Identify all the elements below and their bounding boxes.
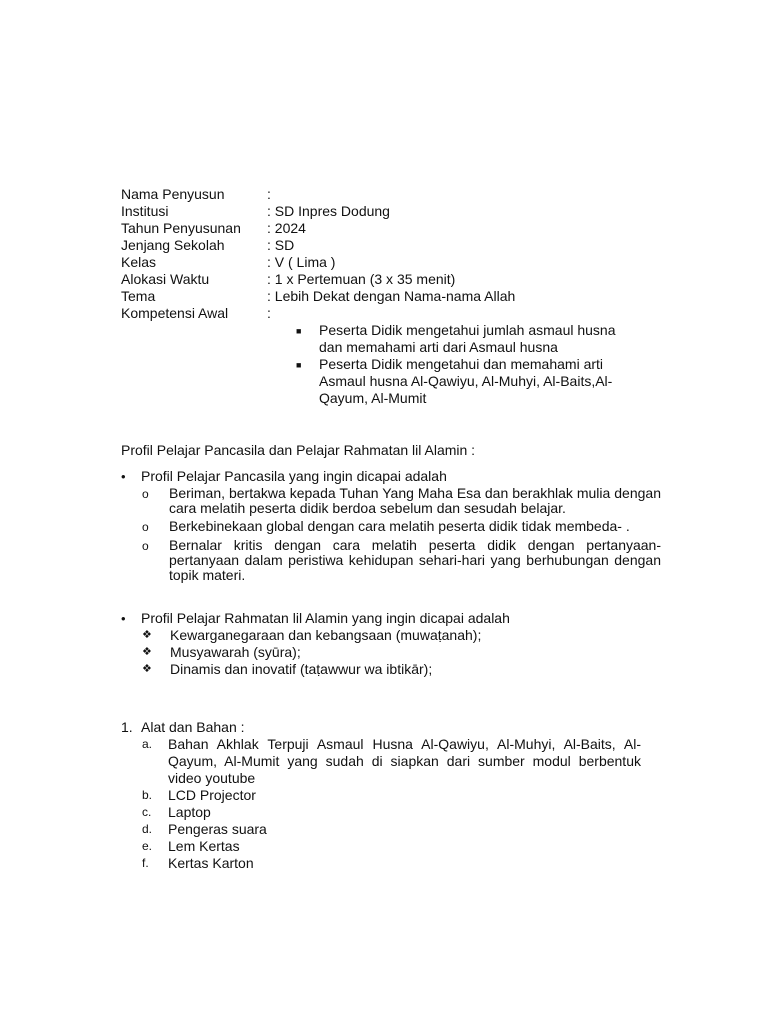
circle-bullet-icon: o — [142, 487, 149, 501]
info-label: Tema — [121, 288, 156, 304]
list-item — [142, 838, 641, 855]
info-row — [121, 237, 641, 254]
info-label: Kelas — [121, 254, 157, 270]
circle-bullet-icon: o — [142, 539, 149, 553]
diamond-bullet-icon: ❖ — [142, 646, 152, 658]
pancasila-item-text: Berkebinekaan global dengan cara melatih peserta didik tidak membeda- . — [169, 518, 630, 534]
rahmatan-section — [121, 610, 661, 678]
kompetensi-list — [296, 322, 626, 407]
rahmatan-list — [141, 627, 661, 678]
info-label: Institusi — [121, 203, 169, 219]
list-item — [141, 486, 661, 516]
info-value: : — [267, 186, 271, 202]
list-item — [142, 736, 641, 787]
info-row — [121, 305, 641, 322]
info-label: Alokasi Waktu — [121, 271, 210, 287]
bullet-dot-icon: • — [121, 611, 126, 626]
kompetensi-text: Peserta Didik mengetahui jumlah asmaul husna dan memahami arti dari Asmaul husna — [319, 322, 616, 355]
alat-item-text: Pengeras suara — [168, 821, 267, 837]
info-value: : 2024 — [267, 220, 306, 236]
list-marker: b. — [142, 788, 153, 802]
pancasila-section — [121, 468, 661, 583]
alat-number: 1. — [121, 719, 133, 735]
diamond-bullet-icon: ❖ — [142, 629, 152, 641]
list-item — [142, 855, 641, 872]
info-label: Kompetensi Awal — [121, 305, 229, 321]
alat-item-text: Lem Kertas — [168, 838, 240, 854]
pancasila-head-text: Profil Pelajar Pancasila yang ingin dicapai adalah — [141, 468, 447, 484]
list-marker: c. — [142, 805, 152, 819]
info-table — [121, 186, 641, 322]
alat-item-text: LCD Projector — [168, 787, 256, 803]
list-marker: d. — [142, 822, 153, 836]
info-value: : — [267, 305, 271, 321]
circle-bullet-icon: o — [142, 520, 149, 534]
list-item — [141, 661, 661, 678]
list-item — [142, 804, 641, 821]
alat-head-text: Alat dan Bahan : — [141, 719, 245, 735]
info-row — [121, 186, 641, 203]
alat-heading — [121, 719, 641, 736]
info-value: : SD — [267, 237, 295, 253]
rahmatan-head-text: Profil Pelajar Rahmatan lil Alamin yang ingin dicapai adalah — [141, 610, 510, 626]
profil-title: Profil Pelajar Pancasila dan Pelajar Rahmatan lil Alamin : — [121, 442, 476, 458]
alat-section — [121, 719, 641, 872]
rahmatan-heading — [121, 610, 661, 627]
list-item — [141, 538, 661, 583]
list-marker: f. — [142, 856, 149, 870]
pancasila-list — [141, 486, 661, 583]
pancasila-heading — [121, 468, 661, 485]
alat-item-text: Kertas Karton — [168, 855, 254, 871]
info-row — [121, 254, 641, 271]
square-bullet-icon: ■ — [296, 360, 302, 370]
rahmatan-item-text: Musyawarah (syūra); — [170, 644, 301, 660]
list-item — [296, 322, 626, 356]
alat-item-text: Bahan Akhlak Terpuji Asmaul Husna Al-Qawiyu, Al-Muhyi, Al-Baits, Al-Qayum, Al-Mumit yang sudah di siapkan dari sumber modul berbentuk video youtube — [168, 736, 641, 786]
info-value: : V ( Lima ) — [267, 254, 336, 270]
info-row — [121, 220, 641, 237]
list-item — [141, 644, 661, 661]
bullet-dot-icon: • — [121, 469, 126, 484]
diamond-bullet-icon: ❖ — [142, 663, 152, 675]
rahmatan-item-text: Kewarganegaraan dan kebangsaan (muwaṭanah); — [170, 627, 482, 643]
info-label: Tahun Penyusunan — [121, 220, 241, 236]
alat-item-text: Laptop — [168, 804, 211, 820]
list-item — [296, 356, 626, 407]
info-row — [121, 203, 641, 220]
info-row — [121, 271, 641, 288]
kompetensi-text: Peserta Didik mengetahui dan memahami arti Asmaul husna Al-Qawiyu, Al-Muhyi, Al-Baits,Al-Qayum, Al-Mumit — [319, 356, 613, 406]
list-marker: e. — [142, 839, 153, 853]
rahmatan-item-text: Dinamis dan inovatif (taṭawwur wa ibtikār); — [170, 661, 433, 677]
pancasila-item-text: Beriman, bertakwa kepada Tuhan Yang Maha Esa dan berakhlak mulia dengan cara melatih peserta didik berdoa sebelum dan sesudah belajar. — [169, 485, 661, 516]
info-label: Nama Penyusun — [121, 186, 225, 202]
list-item — [142, 787, 641, 804]
list-item — [141, 519, 661, 536]
list-item — [142, 821, 641, 838]
info-value: : SD Inpres Dodung — [267, 203, 390, 219]
list-marker: a. — [142, 737, 153, 751]
info-row — [121, 288, 641, 305]
info-label: Jenjang Sekolah — [121, 237, 225, 253]
info-value: : 1 x Pertemuan (3 x 35 menit) — [267, 271, 456, 287]
info-value: : Lebih Dekat dengan Nama-nama Allah — [267, 288, 516, 304]
square-bullet-icon: ■ — [296, 326, 302, 336]
list-item — [141, 627, 661, 644]
pancasila-item-text: Bernalar kritis dengan cara melatih peserta didik dengan pertanyaan-pertanyaan dalam peristiwa kehidupan sehari-hari yang berhubungan dengan topik materi. — [169, 537, 661, 583]
